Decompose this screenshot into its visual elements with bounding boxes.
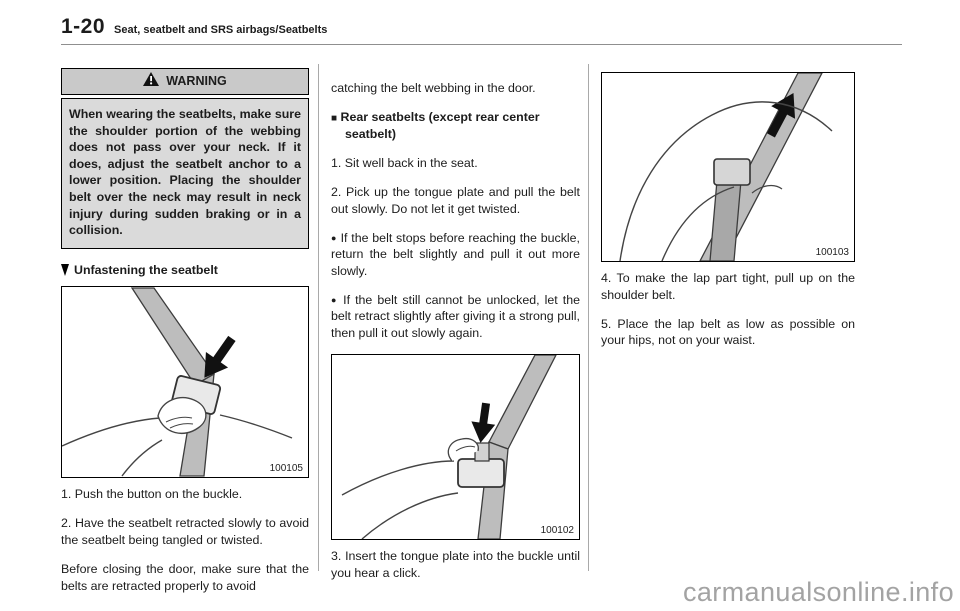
header-rule <box>61 44 902 45</box>
before-closing-paragraph: Before closing the door, make sure that the belts are retracted properly to avoid <box>61 562 309 593</box>
warning-header <box>61 68 309 95</box>
figure-100105-label: 100105 <box>269 463 303 475</box>
figure-100105 <box>61 286 309 478</box>
watermark: carmanualsonline.info <box>682 577 954 607</box>
figure-100103-label: 100103 <box>815 246 849 258</box>
rear-step-4: 4. To make the lap part tight, pull up on the shoulder belt. <box>601 271 855 302</box>
warning-box <box>61 68 309 249</box>
figure-100102 <box>331 354 580 540</box>
rear-step-1: 1. Sit well back in the seat. <box>331 156 478 170</box>
section-marker-icon <box>61 264 69 276</box>
chapter-title: Seat, seatbelt and SRS airbags/Seatbelts <box>114 24 328 36</box>
column-left <box>61 68 309 607</box>
column-divider-1 <box>318 64 319 571</box>
column-right <box>601 68 855 361</box>
column-divider-2 <box>588 64 589 571</box>
warning-title: WARNING <box>166 74 227 89</box>
rear-step-5: 5. Place the lap belt as low as possible on your hips, not on your waist. <box>601 316 855 348</box>
figure-100103 <box>601 72 855 262</box>
tongue-plate-insert-illustration <box>332 355 579 539</box>
section-unfastening <box>61 262 309 279</box>
page-header <box>61 15 327 39</box>
belt-unlock-note-text: If the belt still cannot be unlocked, let the belt retract slightly after giving it a strong pull, then pull it out slowly again. <box>331 292 580 341</box>
warning-triangle-icon <box>143 72 159 91</box>
figure-100102-label: 100102 <box>540 524 574 536</box>
belt-stops-note-text: If the belt stops before reaching the buckle, return the belt slightly and pull it out more slowly. <box>331 230 580 278</box>
shoulder-belt-pull-illustration <box>602 73 854 261</box>
seatbelt-unfasten-illustration <box>62 287 308 477</box>
section-rear-seatbelts-label: Rear seatbelts (except rear center seatbelt) <box>340 110 540 141</box>
belt-stops-note <box>331 230 580 280</box>
section-rear-seatbelts <box>331 109 580 142</box>
rear-step-3: 3. Insert the tongue plate into the buckle until you hear a click. <box>331 549 580 580</box>
column-middle <box>331 68 580 594</box>
unfasten-step-2: 2. Have the seatbelt retracted slowly to avoid the seatbelt being tangled or twisted. <box>61 516 309 548</box>
unfasten-step-1: 1. Push the button on the buckle. <box>61 487 243 502</box>
page-number: 1-20 <box>61 15 106 38</box>
bullet-icon: ● <box>331 232 337 243</box>
warning-body-text: When wearing the seatbelts, make sure the shoulder portion of the webbing does not pass over your neck. If it does, adjust the seatbelt anchor to a lower position. Placing the shoulder belt over the neck may result in neck injury during sudden braking or in a collision. <box>61 98 309 249</box>
square-bullet-icon: ■ <box>331 113 338 125</box>
section-unfastening-label: Unfastening the seatbelt <box>74 262 218 277</box>
bullet-icon: ● <box>331 294 339 305</box>
belt-unlock-note <box>331 292 580 342</box>
continuation-paragraph: catching the belt webbing in the door. <box>331 81 536 96</box>
rear-step-2: 2. Pick up the tongue plate and pull the belt out slowly. Do not let it get twisted. <box>331 185 580 216</box>
